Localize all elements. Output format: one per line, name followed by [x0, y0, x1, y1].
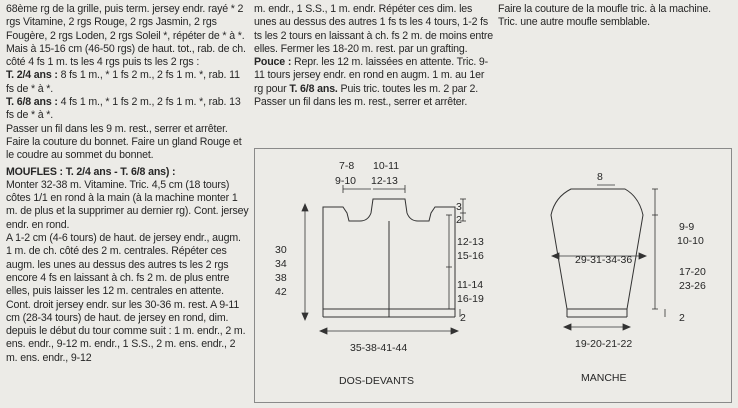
label-side-c: 11-14 — [457, 279, 484, 291]
label-height-b: 34 — [275, 258, 287, 270]
instruction-text: Repr. les 12 m. laissées en attente. Tric. 9-11 tours jersey endr. en rond en augm. 1 m. au 1er rg pour — [254, 56, 489, 95]
label-side-a: 12-13 — [457, 236, 484, 248]
label-side-b: 15-16 — [457, 250, 484, 262]
instruction-text: 8 fs 1 m., * 1 fs 2 m., 2 fs 1 m. *, rab. 11 fs de * à *. — [6, 69, 240, 95]
label-sleeve-top: 8 — [597, 171, 603, 183]
sleeve-pattern-shape — [551, 189, 643, 317]
text-column-1 — [6, 3, 249, 365]
label-cap-b: 10-10 — [677, 235, 704, 247]
label-cap-a: 9-9 — [679, 221, 695, 233]
text-column-3 — [498, 3, 734, 30]
label-sleeve-rib: 2 — [679, 312, 685, 324]
instruction-text: 4 fs 1 m., * 1 fs 2 m., 2 fs 1 m. *, rab. 13 fs de * à *. — [6, 96, 241, 122]
paragraph — [254, 56, 494, 109]
schematic-drawing — [255, 149, 731, 402]
label-height-c: 38 — [275, 272, 287, 284]
paragraph: Monter 32-38 m. Vitamine. Tric. 4,5 cm (18 tours) côtes 1/1 en rond à la main (à la machine monter 1 m. de plus et la supprimer au dernier rg). Cont. jersey endr. en rond. — [6, 178, 249, 231]
text-column-2 — [254, 3, 494, 109]
paragraph — [6, 96, 249, 123]
section-label: Pouce : — [254, 56, 292, 69]
label-sleeve-bottom: 19-20-21-22 — [575, 338, 633, 350]
label-neck-3: 3 — [456, 201, 462, 213]
paragraph: 68ème rg de la grille, puis term. jersey endr. rayé * 2 rgs Vitamine, 2 rgs Rouge, 2 rgs Jasmin, 2 rgs Fougère, 2 rgs Loden, 2 rgs Soleil *, répéter de * à *. Mais à 15-16 cm (46-50 rgs) de haut. tot., rab. de ch. côté 4 fs 1 m. ts les 4 rgs puis ts les 2 rgs : — [6, 3, 246, 69]
label-rib: 2 — [460, 312, 466, 324]
paragraph: Passer un fil dans les 9 m. rest., serrer et arrêter. — [6, 122, 228, 135]
schematic-box — [254, 148, 732, 403]
paragraph: m. endr., 1 S.S., 1 m. endr. Répéter ces dim. les unes au dessus des autres 1 fs ts les 4 tours, 1-2 fs ts les 2 tours en laissant à ch. fs 2 m. de moins entre elles. Fermer les 18-20 m. rest. par un grafting. — [254, 3, 494, 55]
label-sleeve-side-b: 23-26 — [679, 280, 706, 292]
label-top-left-a: 7-8 — [339, 160, 355, 172]
label-top-right-a: 10-11 — [373, 160, 400, 172]
size-label: T. 6/8 ans : — [6, 96, 58, 109]
instruction-text: Puis tric. toutes les m. 2 par 2. Passer un fil dans les m. rest., serrer et arrêter. — [254, 82, 479, 109]
label-neck-2: 2 — [456, 214, 462, 226]
paragraph: Faire la couture de la moufle tric. à la machine. — [498, 3, 711, 15]
caption-dos-devants: DOS-DEVANTS — [339, 375, 415, 387]
label-top-right-b: 12-13 — [371, 175, 398, 187]
label-height-d: 42 — [275, 286, 287, 298]
label-top-left-b: 9-10 — [335, 175, 357, 187]
label-side-d: 16-19 — [457, 293, 484, 305]
label-body-width: 35-38-41-44 — [350, 342, 408, 354]
paragraph — [6, 69, 249, 96]
label-height-a: 30 — [275, 244, 287, 256]
label-sleeve-inner: 29-31-34-36 — [575, 254, 633, 266]
label-sleeve-side-a: 17-20 — [679, 266, 706, 278]
paragraph: Faire la couture du bonnet. Faire un gland Rouge et le coudre au sommet du bonnet. — [6, 135, 242, 162]
paragraph: A 1-2 cm (4-6 tours) de haut. de jersey endr., augm. 1 m. de ch. côté des 2 m. centrales. Répéter ces augm. les unes au dessus des autres ts les 2 rgs encore 4 fs en laissant à ch. fs 2 m. de plus entre elles, puis laisser les 12 m. centrales en attente. Cont. droit jersey endr. sur les 30-36 m. rest. A 9-11 cm (28-34 tours) de haut. de jersey en rond, dim. depuis le début du tour comme suit : 1 m. endr., 2 m. ens. endr., 9-12 m. endr., 1 S.S., 2 m. ens. endr., 2 m. ens. endr., 9-12 — [6, 232, 246, 364]
paragraph: Tric. une autre moufle semblable. — [498, 16, 650, 29]
caption-manche: MANCHE — [581, 372, 627, 384]
body-pattern-shape — [323, 199, 455, 317]
size-label: T. 6/8 ans. — [289, 82, 338, 95]
size-label: T. 2/4 ans : — [6, 69, 58, 82]
section-heading: MOUFLES : T. 2/4 ans - T. 6/8 ans) : — [6, 165, 176, 178]
